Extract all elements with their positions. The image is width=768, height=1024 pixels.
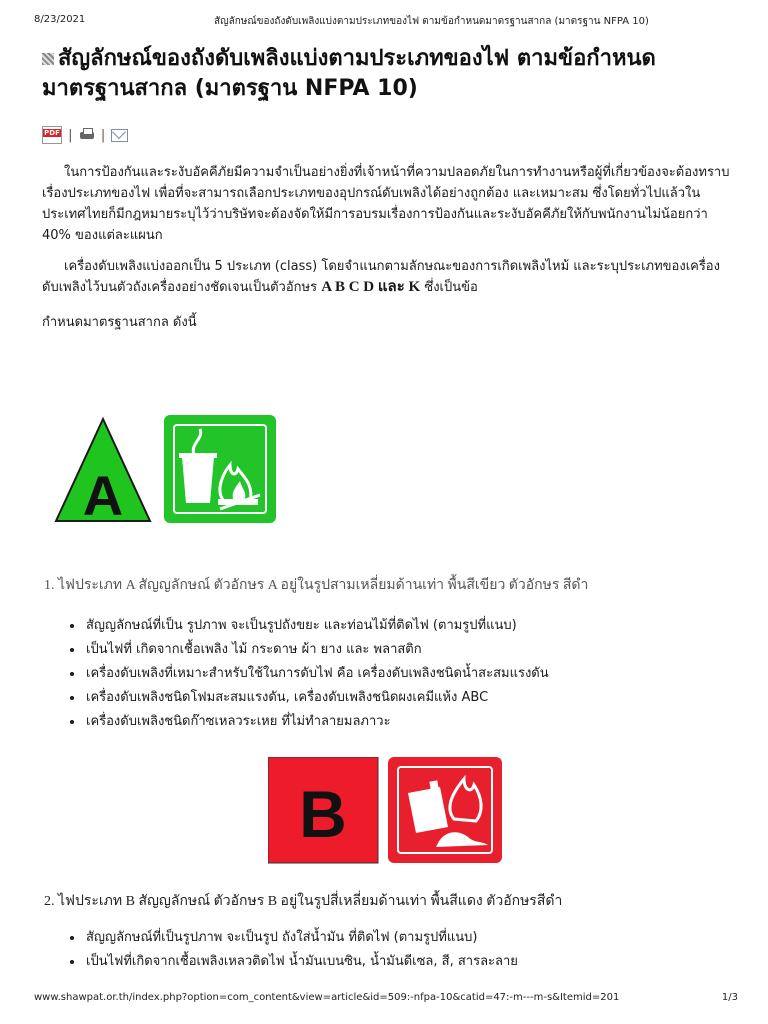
- list-item: • เครื่องดับเพลิงที่เหมาะสำหรับใช้ในการดับไฟ คือ เครื่องดับเพลิงชนิดน้ำสะสมแรงดัน: [84, 662, 764, 686]
- class-a-pictogram: [164, 415, 276, 523]
- standard-paragraph: กำหนดมาตรฐานสากล ดังนี้: [42, 315, 197, 330]
- class-b-square-symbol: [268, 757, 378, 863]
- class-a-caption: 1. ไฟประเภท A สัญญลักษณ์ ตัวอักษร A อยู่ในรูปสามเหลี่ยมด้านเท่า พื้นสีเขียว ตัวอักษร สีดำ: [44, 578, 589, 593]
- class-a-letter: A: [82, 464, 124, 527]
- tool-separator: |: [100, 127, 106, 143]
- classes-paragraph-text: เครื่องดับเพลิงแบ่งออกเป็น 5 ประเภท (class) โดยจำแนกตามลักษณะของการเกิดเพลิงไหม้ และระบุประเภทของเครื่องดับเพลิงไว้บนตัวถังเครื่องอย่างชัดเจนเป็นตัวอักษร: [42, 259, 720, 295]
- list-item: • เป็นไฟที่เกิดจากเชื้อเพลิงเหลวติดไฟ น้ำมันเบนซิน, น้ำมันดีเซล, สี, สารละลาย: [84, 950, 764, 974]
- list-item: • เครื่องดับเพลิงชนิดโฟมสะสมแรงดัน, เครื่องดับเพลิงชนิดผงเคมีแห้ง ABC: [84, 686, 764, 710]
- class-b-pictogram: [388, 757, 502, 863]
- list-item: • เครื่องดับเพลิงชนิดก๊าซเหลวระเหย ที่ไม่ทำลายมลภาวะ: [84, 710, 764, 734]
- class-a-triangle-symbol: [56, 419, 150, 527]
- class-a-bullets: [64, 614, 764, 734]
- print-icon[interactable]: [79, 128, 95, 142]
- class-b-letter: B: [299, 777, 347, 851]
- print-date: 8/23/2021: [34, 14, 86, 25]
- classes-paragraph-tail: ซึ่งเป็นข้อ: [420, 280, 478, 295]
- list-item: • เป็นไฟที่ เกิดจากเชื้อเพลิง ไม้ กระดาษ ผ้า ยาง และ พลาสติก: [84, 638, 764, 662]
- article-title: [42, 44, 732, 104]
- tool-separator: |: [68, 127, 73, 143]
- article-title-text: สัญลักษณ์ของถังดับเพลิงแบ่งตามประเภทของไฟ ตามข้อกำหนดมาตรฐานสากล (มาตรฐาน NFPA 10): [42, 46, 656, 101]
- list-item: • สัญญลักษณ์ที่เป็นรูปภาพ จะเป็นรูป ถังใส่น้ำมัน ที่ติดไฟ (ตามรูปที่แนบ): [84, 926, 764, 950]
- class-b-symbols: [268, 757, 504, 865]
- class-b-caption: 2. ไฟประเภท B สัญญลักษณ์ ตัวอักษร B อยู่ในรูปสี่เหลี่ยมด้านเท่า พื้นสีแดง ตัวอักษรสีดำ: [44, 894, 563, 909]
- class-b-bullets: [64, 926, 764, 974]
- intro-paragraph: ในการป้องกันและระงับอัคคีภัยมีความจำเป็นอย่างยิ่งที่เจ้าหน้าที่ความปลอดภัยในการทำงานหรือผู้ที่เกี่ยวข้องจะต้องทราบเรื่องประเภทของไฟ เพื่อที่จะสามารถเลือกประเภทของอุปกรณ์ดับเพลิงได้อย่างถูกต้อง และเหมาะสม ซึ่งโดยทั่วไปแล้วในประเทศไทยก็มีกฎหมายระบุไว้ว่าบริษัทจะต้องจัดให้มีการอบรมเรื่องการป้องกันและระงับอัคคีภัยให้กับพนักงานไม่น้อยกว่า 40% ของแต่ละแผนก: [42, 165, 730, 243]
- footer-url: www.shawpat.or.th/index.php?option=com_content&view=article&id=509:-nfpa-10&catid=47:-m---m-s&Itemid=201: [34, 992, 620, 1003]
- title-icon: [42, 53, 54, 65]
- print-header: [34, 14, 738, 30]
- print-footer: [34, 992, 738, 1008]
- pdf-icon[interactable]: [42, 126, 62, 144]
- class-a-symbols: [54, 415, 284, 527]
- email-icon[interactable]: [111, 129, 128, 142]
- list-item: • สัญญลักษณ์ที่เป็น รูปภาพ จะเป็นรูปถังขยะ และท่อนไม้ที่ติดไฟ (ตามรูปที่แนบ): [84, 614, 764, 638]
- page-number: 1/3: [721, 992, 738, 1003]
- print-page-title: สัญลักษณ์ของถังดับเพลิงแบ่งตามประเภทของไฟ ตามข้อกำหนดมาตรฐานสากล (มาตรฐาน NFPA 10): [214, 16, 649, 27]
- classes-paragraph: [42, 256, 732, 298]
- class-letters: A B C D และ K: [321, 279, 421, 295]
- article-tools: [42, 126, 128, 146]
